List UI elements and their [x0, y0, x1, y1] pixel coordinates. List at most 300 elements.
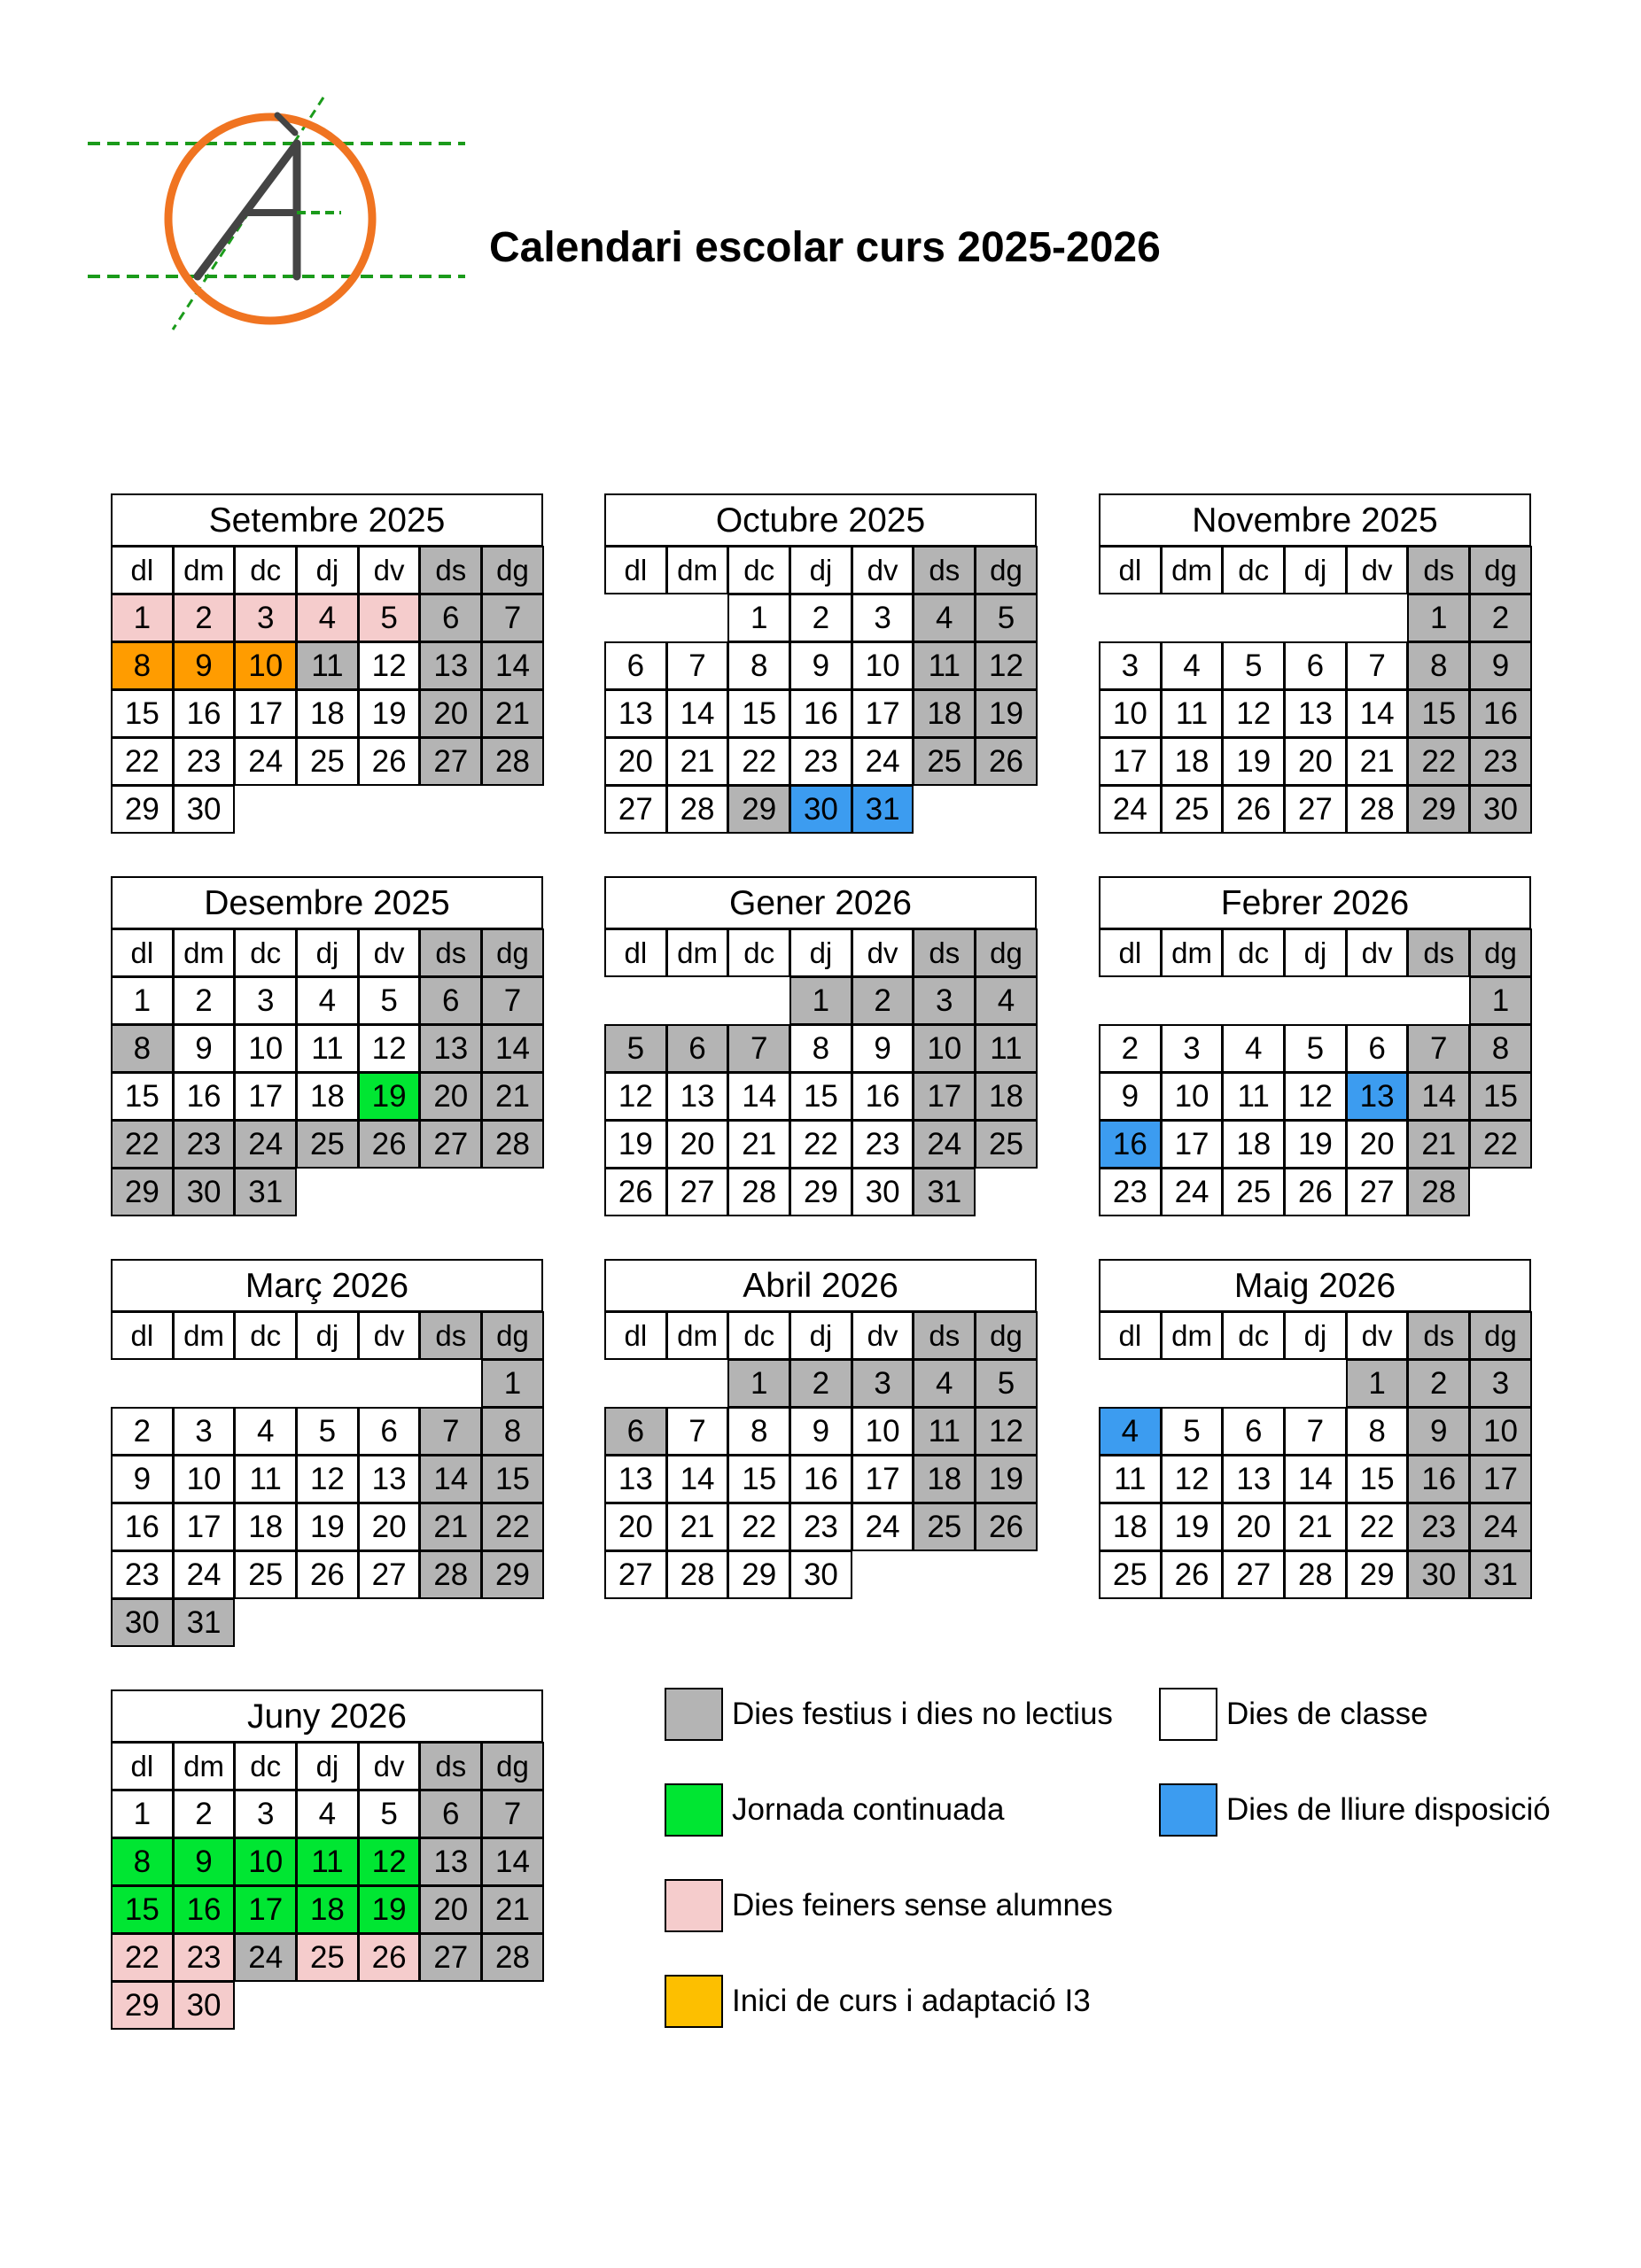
day-cell: 21	[666, 1503, 729, 1551]
legend-item	[665, 1688, 1113, 1741]
day-cell: 9	[1099, 1072, 1162, 1121]
weekday-header: dc	[234, 546, 297, 594]
day-cell: 9	[173, 641, 236, 690]
day-cell: 3	[913, 976, 976, 1025]
day-cell: 22	[111, 737, 174, 786]
weekday-header: dj	[789, 928, 852, 977]
day-cell: 20	[419, 1072, 482, 1121]
weekday-header: dg	[1469, 546, 1532, 594]
day-cell: 14	[727, 1072, 790, 1121]
day-cell: 20	[419, 689, 482, 738]
day-cell: 31	[852, 785, 914, 834]
weekday-header: dv	[1346, 1311, 1409, 1360]
day-cell: 28	[727, 1168, 790, 1216]
weekday-header: dg	[481, 1311, 544, 1360]
month-title: Juny 2026	[111, 1689, 543, 1743]
month-calendar	[604, 876, 1037, 1216]
day-cell: 4	[296, 976, 359, 1025]
day-cell: 20	[604, 1503, 667, 1551]
day-cell: 7	[727, 1024, 790, 1073]
day-cell: 13	[604, 1455, 667, 1503]
empty-cell	[111, 1359, 174, 1408]
day-cell: 12	[358, 1837, 421, 1886]
day-cell: 24	[852, 1503, 914, 1551]
day-cell: 18	[296, 1885, 359, 1934]
day-cell: 25	[975, 1120, 1038, 1169]
day-cell: 27	[1284, 785, 1347, 834]
day-cell: 19	[975, 1455, 1038, 1503]
weekday-header: ds	[1407, 928, 1470, 977]
day-cell: 26	[975, 737, 1038, 786]
day-cell: 30	[789, 785, 852, 834]
day-cell: 21	[1346, 737, 1409, 786]
day-cell: 24	[1161, 1168, 1224, 1216]
legend-swatch	[665, 1688, 723, 1741]
day-cell: 25	[913, 737, 976, 786]
empty-cell	[1222, 976, 1285, 1025]
weekday-header: dv	[358, 546, 421, 594]
day-cell: 17	[852, 689, 914, 738]
empty-cell	[1161, 594, 1224, 642]
day-cell: 16	[789, 1455, 852, 1503]
day-cell: 22	[111, 1120, 174, 1169]
day-cell: 29	[1407, 785, 1470, 834]
day-cell: 19	[975, 689, 1038, 738]
weekday-header: ds	[913, 928, 976, 977]
weekday-header: dc	[727, 928, 790, 977]
weekday-header: dg	[481, 546, 544, 594]
day-cell: 3	[234, 976, 297, 1025]
day-cell: 18	[296, 689, 359, 738]
empty-cell	[666, 976, 729, 1025]
day-cell: 27	[604, 785, 667, 834]
weekday-header: dc	[1222, 928, 1285, 977]
day-cell: 13	[419, 1024, 482, 1073]
day-cell: 23	[1407, 1503, 1470, 1551]
day-cell: 4	[1161, 641, 1224, 690]
day-cell: 24	[173, 1550, 236, 1599]
month-days-grid	[112, 547, 543, 834]
day-cell: 8	[789, 1024, 852, 1073]
day-cell: 11	[296, 1024, 359, 1073]
day-cell: 14	[419, 1455, 482, 1503]
day-cell: 23	[789, 737, 852, 786]
day-cell: 2	[852, 976, 914, 1025]
day-cell: 11	[913, 1407, 976, 1456]
day-cell: 4	[296, 1790, 359, 1838]
day-cell: 25	[1099, 1550, 1162, 1599]
legend-swatch	[665, 1975, 723, 2028]
day-cell: 30	[173, 1168, 236, 1216]
day-cell: 11	[1222, 1072, 1285, 1121]
weekday-header: dc	[1222, 546, 1285, 594]
month-days-grid	[605, 547, 1037, 834]
day-cell: 13	[419, 641, 482, 690]
day-cell: 17	[234, 1885, 297, 1934]
day-cell: 25	[296, 1120, 359, 1169]
day-cell: 1	[789, 976, 852, 1025]
day-cell: 23	[1099, 1168, 1162, 1216]
day-cell: 26	[358, 1120, 421, 1169]
empty-cell	[1099, 976, 1162, 1025]
day-cell: 7	[666, 641, 729, 690]
day-cell: 3	[234, 594, 297, 642]
month-calendar	[604, 493, 1037, 834]
day-cell: 28	[666, 785, 729, 834]
day-cell: 26	[1161, 1550, 1224, 1599]
day-cell: 30	[173, 1981, 236, 2030]
day-cell: 21	[666, 737, 729, 786]
day-cell: 26	[1222, 785, 1285, 834]
day-cell: 7	[1407, 1024, 1470, 1073]
day-cell: 12	[296, 1455, 359, 1503]
day-cell: 14	[1284, 1455, 1347, 1503]
day-cell: 12	[358, 1024, 421, 1073]
day-cell: 27	[1346, 1168, 1409, 1216]
month-title: Maig 2026	[1099, 1259, 1531, 1312]
day-cell: 2	[173, 976, 236, 1025]
day-cell: 14	[481, 641, 544, 690]
empty-cell	[296, 1359, 359, 1408]
day-cell: 17	[1161, 1120, 1224, 1169]
legend-label: Dies festius i dies no lectius	[732, 1697, 1113, 1731]
day-cell: 18	[1222, 1120, 1285, 1169]
day-cell: 3	[1469, 1359, 1532, 1408]
weekday-header: dl	[1099, 1311, 1162, 1360]
day-cell: 26	[358, 1933, 421, 1982]
day-cell: 25	[234, 1550, 297, 1599]
day-cell: 14	[1407, 1072, 1470, 1121]
day-cell: 14	[666, 1455, 729, 1503]
day-cell: 13	[1346, 1072, 1409, 1121]
day-cell: 9	[173, 1837, 236, 1886]
day-cell: 1	[111, 976, 174, 1025]
day-cell: 10	[234, 641, 297, 690]
weekday-header: ds	[913, 1311, 976, 1360]
day-cell: 7	[481, 1790, 544, 1838]
day-cell: 23	[852, 1120, 914, 1169]
day-cell: 3	[173, 1407, 236, 1456]
day-cell: 15	[727, 1455, 790, 1503]
day-cell: 7	[419, 1407, 482, 1456]
weekday-header: dj	[789, 546, 852, 594]
day-cell: 3	[1161, 1024, 1224, 1073]
day-cell: 26	[975, 1503, 1038, 1551]
day-cell: 15	[1469, 1072, 1532, 1121]
day-cell: 9	[173, 1024, 236, 1073]
weekday-header: dj	[1284, 928, 1347, 977]
day-cell: 2	[173, 1790, 236, 1838]
weekday-header: dm	[173, 928, 236, 977]
page-title: Calendari escolar curs 2025-2026	[489, 224, 1161, 271]
weekday-header: dc	[234, 928, 297, 977]
day-cell: 8	[111, 1837, 174, 1886]
weekday-header: dg	[481, 928, 544, 977]
day-cell: 30	[1469, 785, 1532, 834]
day-cell: 16	[173, 1072, 236, 1121]
day-cell: 11	[1099, 1455, 1162, 1503]
weekday-header: ds	[419, 1311, 482, 1360]
legend-label: Dies de lliure disposició	[1226, 1792, 1551, 1827]
day-cell: 10	[852, 641, 914, 690]
legend-label: Inici de curs i adaptació I3	[732, 1984, 1091, 2018]
day-cell: 21	[481, 1072, 544, 1121]
day-cell: 4	[296, 594, 359, 642]
weekday-header: dl	[1099, 546, 1162, 594]
day-cell: 19	[1222, 737, 1285, 786]
month-title: Novembre 2025	[1099, 493, 1531, 547]
empty-cell	[1284, 1359, 1347, 1408]
day-cell: 29	[789, 1168, 852, 1216]
day-cell: 16	[173, 1885, 236, 1934]
day-cell: 5	[358, 594, 421, 642]
weekday-header: dv	[852, 1311, 914, 1360]
legend-swatch	[665, 1783, 723, 1837]
day-cell: 21	[1407, 1120, 1470, 1169]
empty-cell	[1222, 594, 1285, 642]
day-cell: 15	[727, 689, 790, 738]
day-cell: 28	[1284, 1550, 1347, 1599]
month-days-grid	[605, 929, 1037, 1216]
day-cell: 18	[975, 1072, 1038, 1121]
day-cell: 5	[1222, 641, 1285, 690]
day-cell: 5	[358, 976, 421, 1025]
day-cell: 12	[1161, 1455, 1224, 1503]
month-days-grid	[1100, 1312, 1531, 1599]
day-cell: 10	[234, 1837, 297, 1886]
day-cell: 22	[789, 1120, 852, 1169]
day-cell: 2	[1469, 594, 1532, 642]
day-cell: 19	[1284, 1120, 1347, 1169]
day-cell: 20	[358, 1503, 421, 1551]
day-cell: 15	[111, 1885, 174, 1934]
day-cell: 29	[111, 1981, 174, 2030]
empty-cell	[1284, 594, 1347, 642]
day-cell: 17	[234, 1072, 297, 1121]
day-cell: 27	[419, 1120, 482, 1169]
day-cell: 23	[173, 1120, 236, 1169]
weekday-header: dc	[727, 1311, 790, 1360]
day-cell: 17	[913, 1072, 976, 1121]
legend-item	[1159, 1688, 1428, 1741]
day-cell: 16	[1099, 1120, 1162, 1169]
day-cell: 14	[666, 689, 729, 738]
day-cell: 27	[666, 1168, 729, 1216]
empty-cell	[173, 1359, 236, 1408]
weekday-header: ds	[913, 546, 976, 594]
empty-cell	[419, 1359, 482, 1408]
day-cell: 21	[1284, 1503, 1347, 1551]
day-cell: 15	[1346, 1455, 1409, 1503]
day-cell: 1	[1346, 1359, 1409, 1408]
weekday-header: dm	[1161, 1311, 1224, 1360]
day-cell: 17	[234, 689, 297, 738]
day-cell: 19	[604, 1120, 667, 1169]
day-cell: 21	[419, 1503, 482, 1551]
day-cell: 18	[913, 1455, 976, 1503]
day-cell: 13	[1222, 1455, 1285, 1503]
weekday-header: dm	[666, 1311, 729, 1360]
day-cell: 9	[789, 1407, 852, 1456]
weekday-header: dg	[975, 928, 1038, 977]
day-cell: 25	[913, 1503, 976, 1551]
day-cell: 28	[1407, 1168, 1470, 1216]
day-cell: 29	[1346, 1550, 1409, 1599]
weekday-header: dm	[1161, 928, 1224, 977]
legend-item	[1159, 1783, 1551, 1837]
weekday-header: dc	[1222, 1311, 1285, 1360]
day-cell: 3	[852, 1359, 914, 1408]
day-cell: 8	[1407, 641, 1470, 690]
day-cell: 16	[173, 689, 236, 738]
weekday-header: dj	[296, 1742, 359, 1790]
weekday-header: dm	[666, 928, 729, 977]
day-cell: 20	[1284, 737, 1347, 786]
day-cell: 7	[481, 594, 544, 642]
day-cell: 5	[975, 594, 1038, 642]
month-calendar	[1099, 876, 1531, 1216]
month-days-grid	[112, 929, 543, 1216]
empty-cell	[1222, 1359, 1285, 1408]
day-cell: 6	[419, 976, 482, 1025]
day-cell: 27	[419, 737, 482, 786]
day-cell: 10	[234, 1024, 297, 1073]
day-cell: 31	[1469, 1550, 1532, 1599]
day-cell: 16	[852, 1072, 914, 1121]
day-cell: 22	[481, 1503, 544, 1551]
day-cell: 15	[789, 1072, 852, 1121]
day-cell: 24	[852, 737, 914, 786]
day-cell: 4	[913, 594, 976, 642]
empty-cell	[358, 1359, 421, 1408]
weekday-header: dj	[296, 546, 359, 594]
day-cell: 26	[1284, 1168, 1347, 1216]
day-cell: 13	[666, 1072, 729, 1121]
day-cell: 16	[1469, 689, 1532, 738]
day-cell: 6	[1222, 1407, 1285, 1456]
empty-cell	[1161, 1359, 1224, 1408]
day-cell: 28	[481, 737, 544, 786]
day-cell: 13	[419, 1837, 482, 1886]
day-cell: 15	[1407, 689, 1470, 738]
day-cell: 13	[604, 689, 667, 738]
legend-item	[665, 1975, 1091, 2028]
day-cell: 31	[913, 1168, 976, 1216]
weekday-header: dv	[358, 1742, 421, 1790]
day-cell: 17	[1469, 1455, 1532, 1503]
day-cell: 19	[358, 1072, 421, 1121]
day-cell: 18	[913, 689, 976, 738]
weekday-header: dv	[358, 1311, 421, 1360]
day-cell: 22	[111, 1933, 174, 1982]
month-calendar	[111, 493, 543, 834]
day-cell: 2	[789, 1359, 852, 1408]
legend-label: Dies feiners sense alumnes	[732, 1888, 1113, 1922]
legend-swatch	[1159, 1783, 1217, 1837]
day-cell: 2	[1407, 1359, 1470, 1408]
day-cell: 27	[604, 1550, 667, 1599]
month-calendar	[111, 1689, 543, 2030]
legend-label: Jornada continuada	[732, 1792, 1005, 1827]
empty-cell	[1099, 1359, 1162, 1408]
month-calendar	[111, 876, 543, 1216]
weekday-header: dg	[975, 546, 1038, 594]
day-cell: 12	[1222, 689, 1285, 738]
weekday-header: dl	[111, 1742, 174, 1790]
day-cell: 16	[789, 689, 852, 738]
day-cell: 1	[481, 1359, 544, 1408]
empty-cell	[1099, 594, 1162, 642]
day-cell: 14	[481, 1024, 544, 1073]
weekday-header: dm	[1161, 546, 1224, 594]
weekday-header: dm	[173, 1742, 236, 1790]
empty-cell	[234, 1359, 297, 1408]
day-cell: 9	[1469, 641, 1532, 690]
day-cell: 17	[173, 1503, 236, 1551]
weekday-header: dl	[604, 546, 667, 594]
day-cell: 1	[111, 1790, 174, 1838]
weekday-header: dj	[296, 928, 359, 977]
empty-cell	[1161, 976, 1224, 1025]
day-cell: 23	[173, 737, 236, 786]
day-cell: 11	[1161, 689, 1224, 738]
day-cell: 6	[358, 1407, 421, 1456]
day-cell: 29	[111, 1168, 174, 1216]
day-cell: 1	[727, 1359, 790, 1408]
day-cell: 29	[727, 785, 790, 834]
empty-cell	[666, 594, 729, 642]
weekday-header: dl	[604, 1311, 667, 1360]
weekday-header: dj	[296, 1311, 359, 1360]
day-cell: 5	[358, 1790, 421, 1838]
weekday-header: dc	[727, 546, 790, 594]
day-cell: 23	[111, 1550, 174, 1599]
day-cell: 25	[1222, 1168, 1285, 1216]
month-days-grid	[112, 1743, 543, 2030]
day-cell: 6	[1346, 1024, 1409, 1073]
day-cell: 1	[1469, 976, 1532, 1025]
day-cell: 1	[1407, 594, 1470, 642]
month-title: Octubre 2025	[604, 493, 1037, 547]
day-cell: 12	[975, 1407, 1038, 1456]
empty-cell	[604, 594, 667, 642]
day-cell: 31	[173, 1598, 236, 1647]
day-cell: 25	[296, 1933, 359, 1982]
day-cell: 16	[111, 1503, 174, 1551]
day-cell: 19	[296, 1503, 359, 1551]
day-cell: 5	[1284, 1024, 1347, 1073]
weekday-header: dc	[234, 1742, 297, 1790]
legend	[665, 1688, 1622, 2060]
weekday-header: dl	[604, 928, 667, 977]
day-cell: 27	[1222, 1550, 1285, 1599]
day-cell: 6	[604, 1407, 667, 1456]
month-days-grid	[1100, 929, 1531, 1216]
day-cell: 22	[727, 1503, 790, 1551]
weekday-header: ds	[419, 928, 482, 977]
day-cell: 11	[913, 641, 976, 690]
day-cell: 18	[1161, 737, 1224, 786]
day-cell: 2	[789, 594, 852, 642]
legend-item	[665, 1783, 1004, 1837]
day-cell: 1	[111, 594, 174, 642]
weekday-header: dv	[1346, 928, 1409, 977]
day-cell: 10	[852, 1407, 914, 1456]
day-cell: 8	[111, 1024, 174, 1073]
day-cell: 5	[1161, 1407, 1224, 1456]
day-cell: 19	[358, 1885, 421, 1934]
day-cell: 23	[1469, 737, 1532, 786]
